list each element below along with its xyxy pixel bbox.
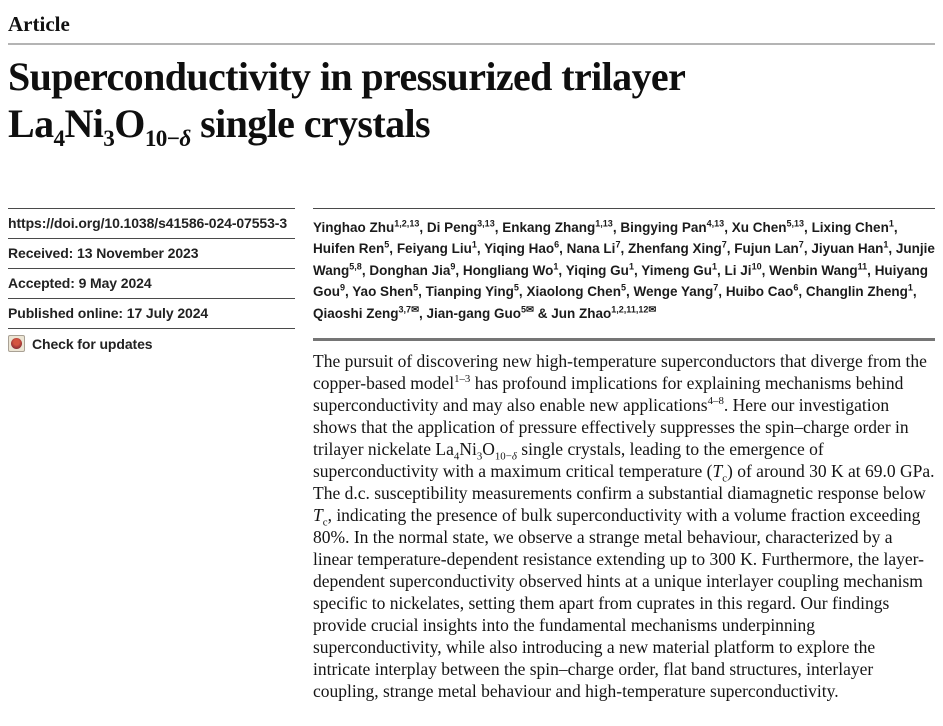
check-for-updates-button[interactable] — [8, 328, 295, 359]
text-segment: Ni — [64, 101, 104, 146]
text-segment: c — [722, 472, 728, 485]
text-segment: 10− — [144, 126, 180, 152]
email-icon[interactable]: ✉ — [526, 304, 534, 316]
accepted-date: Accepted: 9 May 2024 — [8, 268, 295, 298]
author-name: Yiqing Gu — [565, 262, 629, 278]
author-name: Jian-gang Guo — [426, 305, 522, 321]
text-segment: 3 — [103, 126, 115, 152]
author-affiliations: 5 — [413, 282, 419, 293]
article-kicker: Article — [8, 12, 70, 36]
author-name: Changlin Zheng — [805, 284, 908, 300]
author-name: Di Peng — [426, 220, 478, 235]
crossmark-icon — [8, 335, 25, 352]
author-name: Qiaoshi Zeng — [313, 305, 399, 321]
text-segment: has profound implications for explaining mechanisms behind superconductivity and may also enable new applications — [313, 373, 904, 416]
author-affiliations: 1 — [471, 239, 477, 250]
author-affiliations: 7 — [798, 239, 804, 250]
author-affiliations: 5,13 — [786, 218, 805, 229]
author-name: Lixing Chen — [811, 220, 889, 235]
author-name: Huibo Cao — [725, 284, 794, 300]
text-segment: Superconductivity in pressurized trilayer — [8, 54, 686, 99]
metadata-sidebar — [8, 208, 295, 702]
text-segment: single crystals, leading to the emergence of superconductivity with a maximum critical temperature ( — [313, 439, 824, 482]
text-segment: 4 — [453, 450, 460, 463]
author-name: Xu Chen — [731, 220, 787, 235]
divider — [313, 338, 935, 341]
author-affiliations: 1 — [628, 261, 634, 272]
text-segment: T — [712, 461, 723, 482]
author-affiliations: 1,2,11,12 — [611, 304, 649, 315]
text-segment: 4 — [53, 126, 65, 152]
text-segment: O — [482, 439, 495, 460]
author-name: Yiqing Hao — [484, 241, 555, 257]
author-name: Yinghao Zhu — [313, 220, 395, 235]
author-name: Fujun Lan — [734, 241, 799, 257]
text-segment: , indicating the presence of bulk superconductivity with a volume fraction exceeding 80%. In the normal state, we observe a strange metal behaviour, characterized by a linear temperature-dependent resistance extending up to 300 K. Furthermore, the layer-dependent superconductivity observed hints at a unique interlayer coupling mechanism specific to nickelates, setting them apart from cuprates in this regard. Our findings provide crucial insights into the fundamental mechanisms underpinning superconductivity, while also introducing a new material platform to explore the intricate interplay between the spin–charge order, flat band structures, interlayer coupling, strange metal behaviour and high-temperature superconductivity. — [313, 505, 924, 702]
author-affiliations: 9 — [450, 261, 456, 272]
text-segment: δ — [511, 450, 517, 463]
author-affiliations: 5 — [384, 239, 390, 250]
author-name: Jiyuan Han — [811, 241, 884, 257]
author-affiliations: 5 — [513, 282, 519, 293]
author-affiliations: 4,13 — [706, 218, 725, 229]
author-affiliations: 3,13 — [477, 218, 495, 229]
author-name: Tianping Ying — [425, 284, 514, 300]
author-affiliations: 6 — [554, 239, 560, 250]
author-affiliations: 3,7 — [398, 304, 412, 315]
published-date: Published online: 17 July 2024 — [8, 298, 295, 328]
author-name: Junjie Wang — [313, 241, 935, 278]
author-name: Enkang Zhang — [502, 220, 596, 235]
text-segment: 4–8 — [707, 395, 724, 408]
author-name: Li Ji — [724, 262, 752, 278]
author-name: Yao Shen — [352, 284, 414, 300]
author-affiliations: 1 — [883, 239, 889, 250]
author-name: Jun Zhao — [551, 305, 612, 321]
paper-title — [8, 53, 935, 152]
divider — [8, 43, 935, 45]
author-name: Nana Li — [566, 241, 616, 257]
text-segment: La — [8, 101, 54, 146]
author-name: Wenbin Wang — [769, 262, 858, 278]
author-name: Zhenfang Xing — [627, 241, 722, 257]
author-name: Xiaolong Chen — [526, 284, 621, 300]
author-name: Feiyang Liu — [396, 241, 472, 257]
text-segment: 1–3 — [454, 373, 471, 386]
abstract-text — [313, 350, 935, 702]
author-affiliations: 9 — [340, 282, 346, 293]
main-column — [313, 208, 935, 702]
email-icon[interactable]: ✉ — [648, 304, 657, 316]
author-name: Wenge Yang — [633, 284, 714, 300]
text-segment: 3 — [476, 450, 483, 463]
author-affiliations: 10 — [751, 261, 762, 272]
text-segment: ) of around 30 K at 69.0 GPa. The d.c. susceptibility measurements confirm a substantial diamagnetic response below — [313, 461, 935, 504]
content-columns — [8, 208, 935, 702]
author-affiliations: 5 — [620, 282, 626, 293]
author-affiliations: 1 — [712, 261, 718, 272]
author-affiliations: 7 — [721, 239, 727, 250]
text-segment: Ni — [459, 439, 477, 460]
text-segment: O — [114, 101, 145, 146]
author-affiliations: 1,2,13 — [394, 218, 420, 229]
author-affiliations: 6 — [793, 282, 799, 293]
author-name: Yimeng Gu — [641, 262, 712, 278]
author-affiliations: 1,13 — [595, 218, 613, 229]
author-affiliations: 5 — [521, 304, 527, 315]
email-icon[interactable]: ✉ — [411, 304, 419, 316]
author-affiliations: 1 — [553, 261, 559, 272]
doi-link[interactable]: https://doi.org/10.1038/s41586-024-07553-3 — [8, 208, 295, 238]
author-name: Hongliang Wo — [462, 262, 554, 278]
crossmark-logo-circle — [11, 338, 22, 349]
author-affiliations: 7 — [713, 282, 719, 293]
author-name: Donghan Jia — [369, 262, 451, 278]
text-segment: 10− — [494, 450, 512, 463]
author-affiliations: 1 — [907, 282, 913, 293]
text-segment: The pursuit of discovering new high-temperature superconductors that diverge from the copper-based model — [313, 351, 927, 394]
author-affiliations: 7 — [615, 239, 621, 250]
author-name: Bingying Pan — [620, 220, 707, 235]
text-segment: T — [313, 505, 323, 526]
received-date: Received: 13 November 2023 — [8, 238, 295, 268]
author-name: Huiyang Gou — [313, 262, 928, 300]
author-name: Huifen Ren — [313, 241, 385, 257]
author-list: Yinghao Zhu$^{1,2,13}$, Di Peng$^{3,13}$, Enkang Zhang$^{1,13}$, Bingying Pan$^{4,13}$, Xu Chen$^{5,13}$, Lixing Chen$^1$, Huifen Ren$^5$, Feiyang Liu$^1$, Yiqing Hao$^6$, Nana Li$^7$, Zhenfang Xing$^7$, Fujun Lan$^7$, Jiyuan Han$^1$, Junjie Wang$^{5,8}$, Donghan Jia$^9$, Hongliang Wo$^1$, Yiqing Gu$^1$, Yimeng Gu$^1$, Li Ji$^{10}$, Wenbin Wang$^{11}$, Huiyang Gou$^9$, Yao Shen$^5$, Tianping Ying$^5$, Xiaolong Chen$^5$, Wenge Yang$^7$, Huibo Cao$^6$, Changlin Zheng$^1$, Qiaoshi Zeng$^{3,7✉}$, Jian-gang Guo$^{5✉}$ & Jun Zhao$^{1,2,11,12✉}$ — [313, 208, 935, 324]
author-affiliations: 5,8 — [349, 261, 362, 272]
check-for-updates-label: Check for updates — [32, 335, 153, 352]
author-affiliations: 11 — [857, 261, 868, 272]
text-segment: . Here our investigation shows that the application of pressure effectively suppresses the spin–charge order in trilayer nickelate La — [313, 395, 909, 460]
text-segment: single crystals — [190, 101, 430, 146]
author-affiliations: 1 — [888, 218, 894, 229]
text-segment: δ — [179, 126, 191, 152]
text-segment: c — [322, 516, 328, 529]
